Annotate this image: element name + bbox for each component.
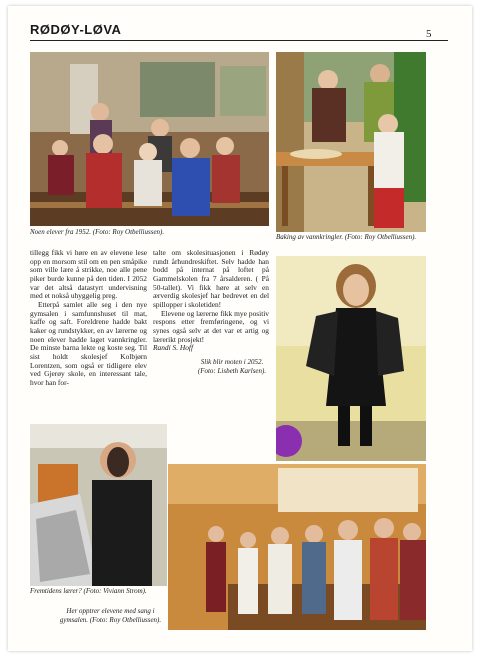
class-photo-caption: Noen elever fra 1952. (Foto: Roy Otbelliussen). (30, 228, 165, 236)
future-teacher-caption: Fremtidens lærer? (Foto: Viviann Strom). (30, 587, 147, 595)
costume-photo-image (276, 256, 426, 461)
magazine-title: RØDØY-LØVA (30, 22, 122, 37)
class-photo-image (30, 52, 269, 226)
singing-photo-image (168, 464, 426, 630)
future-teacher-photo (30, 424, 167, 586)
baking-photo (276, 52, 426, 232)
class-photo-1952 (30, 52, 269, 226)
article-signature: Randi S. Hoff (153, 343, 194, 353)
article-paragraph: Elevene og lærerne fikk mye positiv respons etter fremføringene, og vi synes også selv at det var et artig og lærerikt prosjekt! (153, 308, 269, 344)
singing-photo-caption: Her opptrer elevene med sang i gymsalen. (Foto: Roy Otbelliussen). (59, 607, 162, 624)
article-column-2 (153, 249, 269, 353)
future-teacher-photo-image (30, 424, 167, 586)
header-rule (30, 40, 448, 41)
magazine-page (8, 6, 472, 651)
page-number: 5 (426, 28, 432, 40)
singing-photo (168, 464, 426, 630)
article-paragraph: talte om skolesituasjonen i Rødøy rundt århundreskiftet. Selv hadde han bodd på internat på loftet på Gammelskolen fra 7 årsalderen. ( På 50-tallet). Vi fikk høre at selv en ærverdig skolesjef har bedrevet en del spillopper i skoletiden! (153, 248, 269, 309)
article-paragraph: tillegg fikk vi høre en av elevene lese opp en morsom stil om en pen småpike som ville lære å strikke, noe alle pene piker burde kunne på den tiden. I 2052 var det altså datastyrt undervisning med et nokså uhyggelig preg. (30, 248, 147, 301)
baking-photo-caption: Baking av vannkringler. (Foto: Roy Otbelliussen). (276, 233, 417, 241)
baking-photo-image (276, 52, 426, 232)
costume-photo (276, 256, 426, 461)
student-photo-caption: Slik blir moten i 2052. (Foto: Lisbeth Karlsen). (197, 358, 267, 375)
article-column-1 (30, 249, 147, 388)
article-paragraph: Etterpå samlet alle seg i den nye gymsalen i samfunnshuset til mat, kaffe og saft. Foreldrene hadde bakt kaker og rundstykker, en av lærerne og noen elever hadde laget vannkringler. De minste barna lekte og koste seg. Til sist holdt skolesjef Kolbjørn Lorentzen, som også er tidligere elev ved Gjerøy skole, en interessant tale, hvor han for- (30, 299, 147, 387)
